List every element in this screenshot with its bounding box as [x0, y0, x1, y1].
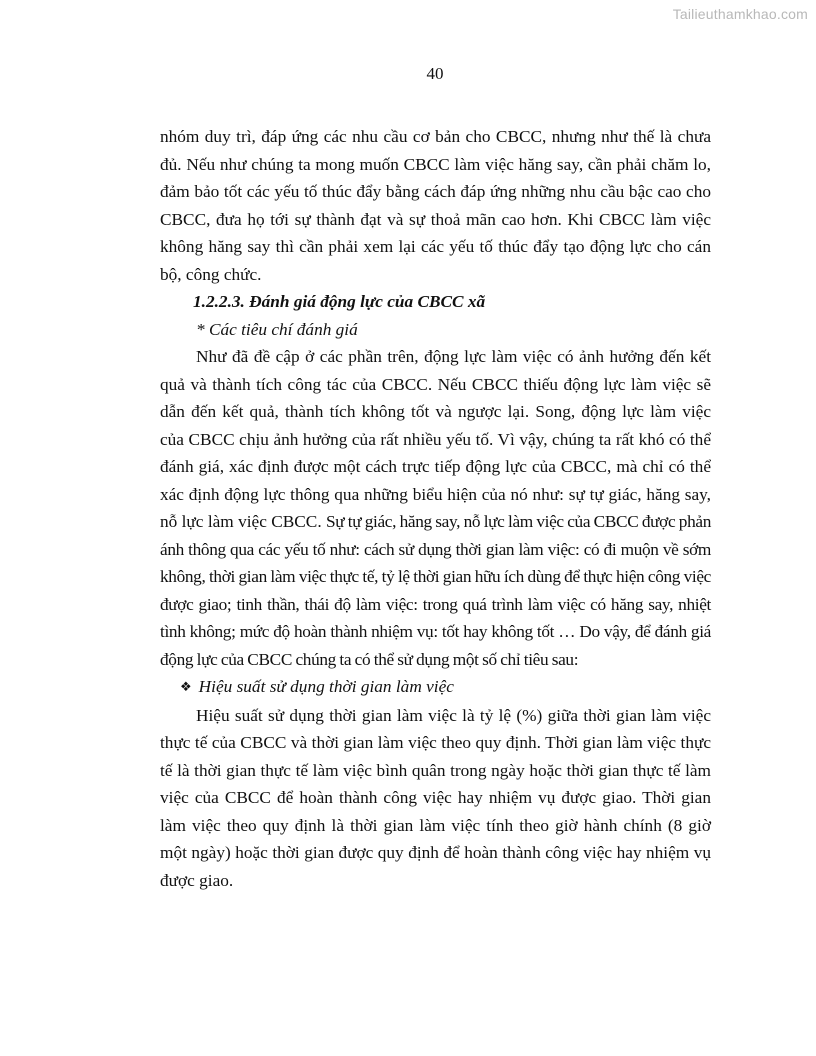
paragraph-continuation: nhóm duy trì, đáp ứng các nhu cầu cơ bản cho CBCC, nhưng như thế là chưa đủ. Nếu như chúng ta mong muốn CBCC làm việc hăng say, cần phải chăm lo, đảm bảo tốt các yếu tố thúc đẩy bằng cách đáp ứng những nhu cầu bậc cao cho CBCC, đưa họ tới sự thành đạt và sự thoả mãn cao hơn. Khi CBCC làm việc không hăng say thì cần phải xem lại các yếu tố thúc đẩy tạo động lực cho cán bộ, công chức.	[160, 127, 711, 284]
criteria-title: * Các tiêu chí đánh giá	[196, 319, 358, 339]
paragraph-efficiency: Hiệu suất sử dụng thời gian làm việc là tỷ lệ (%) giữa thời gian làm việc thực tế của CBCC và thời gian làm việc theo quy định. Thời gian làm việc thực tế là thời gian thực tế làm việc bình quân trong ngày hoặc thời gian thực tế làm việc của CBCC để hoàn thành công việc hay nhiệm vụ được giao. Thời gian làm việc theo quy định là thời gian làm việc tính theo giờ hành chính (8 giờ một ngày) hoặc thời gian được quy định để hoàn thành công việc hay nhiệm vụ được giao.	[160, 705, 711, 890]
paragraph-criteria-intro-part2: Sự tự giác, hăng say, nỗ lực làm việc của CBCC được phản ánh thông qua các yếu tố như: cách sử dụng thời gian làm việc: có đi muộn về sớm không, thời gian làm việc thực tế, tỷ lệ thời gian hữu ích dùng để thực hiện công việc được giao; tinh thần, thái độ làm việc: trong quá trình làm việc có hăng say, nhiệt tình không; mức độ hoàn thành nhiệm vụ: tốt hay không tốt … Do vậy, để đánh giá động lực của CBCC chúng ta có thể sử dụng một số chỉ tiêu sau:	[160, 512, 711, 669]
paragraph-criteria-intro	[160, 343, 711, 673]
document-body	[160, 123, 711, 894]
bullet-heading-text: Hiệu suất sử dụng thời gian làm việc	[198, 677, 454, 696]
section-heading: 1.2.2.3. Đánh giá động lực của CBCC xã	[193, 292, 486, 311]
paragraph-criteria-intro-part1: Như đã đề cập ở các phần trên, động lực làm việc có ảnh hưởng đến kết quả và thành tích công tác của CBCC. Nếu CBCC thiếu động lực làm việc sẽ dẫn đến kết quả, thành tích không tốt và ngược lại. Song, động lực làm việc của CBCC chịu ảnh hưởng của rất nhiều yếu tố. Vì vậy, chúng ta rất khó có thể đánh giá, xác định được một cách trực tiếp động lực của CBCC, mà chỉ có thể xác định động lực thông qua những biểu hiện của nó như: sự tự giác, hăng say, nỗ lực làm việc CBCC.	[160, 347, 711, 531]
page-number: 40	[426, 64, 444, 83]
watermark: Tailieuthamkhao.com	[672, 6, 808, 22]
diamond-bullet-icon: ❖	[180, 680, 192, 695]
bullet-heading	[160, 673, 711, 702]
